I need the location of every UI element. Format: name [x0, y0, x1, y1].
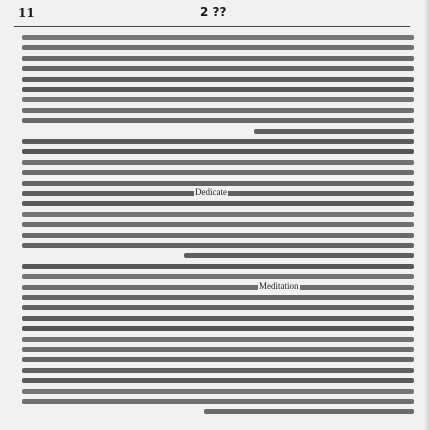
- urdu-text-line: [22, 389, 414, 394]
- header-rule: [14, 26, 410, 27]
- urdu-text-line: [204, 409, 414, 414]
- urdu-text-line: [22, 160, 414, 165]
- urdu-text-line: [22, 97, 414, 102]
- urdu-text-line: [22, 149, 414, 154]
- urdu-text-line: [22, 295, 414, 300]
- urdu-text-line: [22, 305, 414, 310]
- urdu-text-line: [22, 181, 414, 186]
- page-edge-shadow: [424, 0, 430, 430]
- urdu-text-line: [22, 212, 414, 217]
- urdu-text-line: [22, 347, 414, 352]
- urdu-text-line: [22, 108, 414, 113]
- page-number: 11: [18, 6, 35, 20]
- urdu-text-line: [22, 378, 414, 383]
- urdu-text-line: [22, 316, 414, 321]
- inline-latin-word: Meditation: [259, 280, 299, 291]
- urdu-text-line: [22, 77, 414, 82]
- urdu-text-line: [22, 264, 414, 269]
- urdu-text-line: [184, 253, 414, 258]
- urdu-text-line: [22, 118, 414, 123]
- urdu-text-line: [22, 201, 414, 206]
- urdu-text-line: [254, 129, 414, 134]
- running-title: 2 ??: [200, 5, 227, 19]
- urdu-text-line: [22, 326, 414, 331]
- urdu-text-line: [22, 35, 414, 40]
- urdu-text-line: [22, 357, 414, 362]
- urdu-text-line: [22, 222, 414, 227]
- body-text: [22, 32, 414, 424]
- urdu-text-line: [22, 139, 414, 144]
- urdu-text-line: [22, 233, 414, 238]
- urdu-text-line: [22, 87, 414, 92]
- inline-latin-word: Dedicate: [195, 187, 227, 197]
- page-header: [0, 6, 430, 24]
- urdu-text-line: [22, 56, 414, 61]
- urdu-text-line: [22, 243, 414, 248]
- urdu-text-line: [22, 66, 414, 71]
- urdu-text-line: [22, 368, 414, 373]
- urdu-text-line: [22, 170, 414, 175]
- urdu-text-line: [22, 274, 414, 279]
- urdu-text-line: [22, 399, 414, 404]
- urdu-text-line: [22, 337, 414, 342]
- urdu-text-line: [22, 285, 414, 290]
- urdu-text-line: [22, 45, 414, 50]
